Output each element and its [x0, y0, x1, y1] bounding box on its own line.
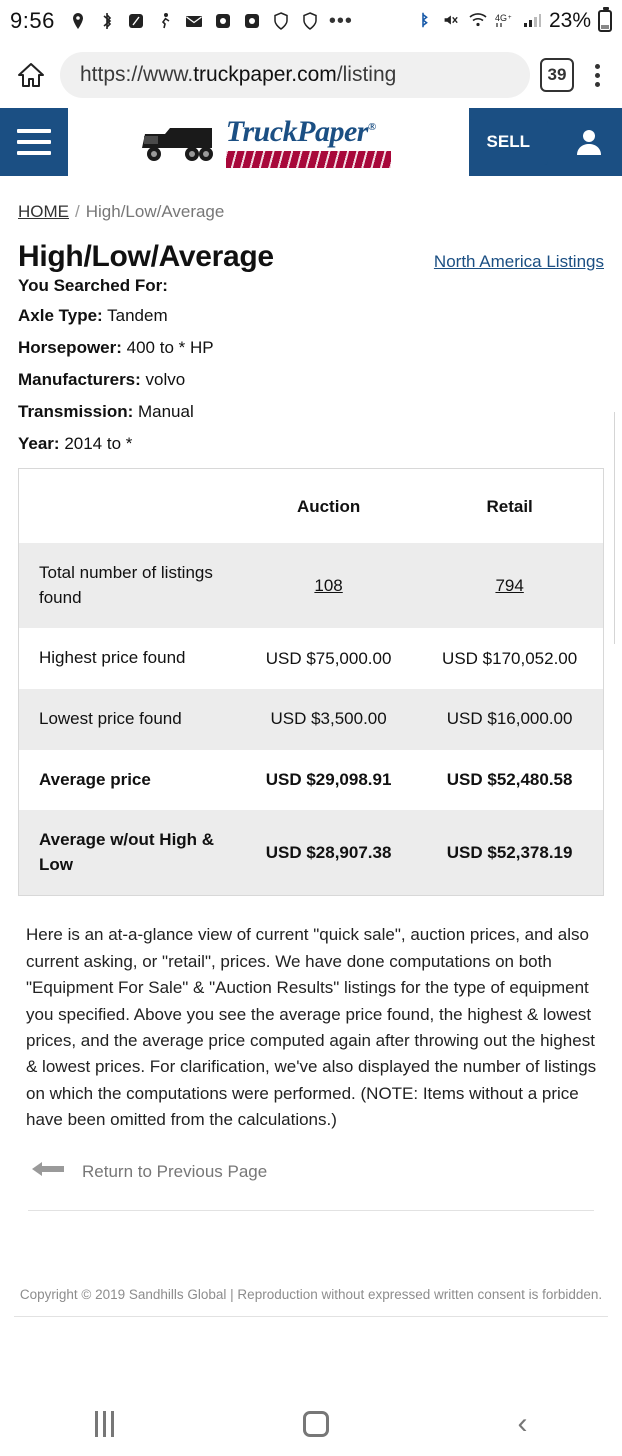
criteria-label: Year:	[18, 434, 60, 453]
criteria-item-axle-type	[18, 306, 604, 326]
hamburger-icon[interactable]	[0, 108, 68, 176]
table-row	[19, 689, 603, 750]
table-header-auction: Auction	[296, 497, 361, 516]
logo-stripe	[226, 151, 391, 168]
criteria-value: Tandem	[102, 306, 168, 325]
url-prefix: https://www.	[80, 63, 194, 86]
cell-retail-total	[416, 543, 603, 628]
shield-icon	[271, 11, 291, 31]
android-navigation-bar	[0, 1392, 622, 1456]
wifi-icon	[468, 11, 488, 31]
title-row	[14, 240, 608, 274]
bluetooth-icon-right	[414, 11, 434, 31]
status-bar	[0, 0, 622, 42]
criteria-value: 400 to * HP	[121, 338, 214, 357]
criteria-item-horsepower	[18, 338, 604, 358]
breadcrumb	[14, 176, 608, 240]
svg-text:+: +	[507, 15, 512, 21]
overflow-dots-icon: •••	[328, 9, 353, 32]
mute-icon	[441, 11, 461, 31]
cell-retail-lowest: USD $16,000.00	[416, 689, 603, 750]
site-logo[interactable]	[68, 108, 469, 176]
criteria-value: 2014 to *	[59, 434, 133, 453]
scrollbar[interactable]	[614, 412, 622, 644]
status-time: 9:56	[10, 8, 55, 33]
footer-divider	[14, 1316, 608, 1317]
auction-count-link[interactable]: 108	[314, 575, 343, 595]
home-icon[interactable]	[12, 56, 50, 94]
account-icon[interactable]	[556, 108, 622, 176]
cell-auction-average: USD $29,098.91	[265, 769, 392, 789]
return-label: Return to Previous Page	[82, 1161, 268, 1181]
tab-counter-button[interactable]: 39	[540, 58, 574, 92]
return-to-previous-page-link[interactable]	[14, 1133, 608, 1184]
criteria-item-year	[18, 434, 604, 454]
shield-icon-2	[300, 11, 320, 31]
sell-button[interactable]: SELL	[469, 119, 548, 165]
status-right-group	[414, 9, 612, 33]
back-nav-icon[interactable]: ‹	[517, 1407, 528, 1440]
table-row	[19, 543, 603, 628]
browser-toolbar	[0, 42, 622, 108]
cell-auction-lowest: USD $3,500.00	[241, 689, 416, 750]
breadcrumb-current: High/Low/Average	[85, 202, 225, 221]
table-header-blank	[19, 469, 241, 543]
recent-apps-icon[interactable]	[95, 1411, 114, 1437]
searched-for-label: You Searched For:	[18, 276, 168, 295]
url-text	[80, 63, 396, 87]
row-label-average-without-high-low: Average w/out High & Low	[19, 810, 241, 895]
breadcrumb-separator: /	[75, 202, 80, 221]
svg-text:4G: 4G	[494, 13, 507, 23]
battery-icon	[598, 10, 612, 32]
signal-icon	[522, 11, 542, 31]
explanatory-text: Here is an at-a-glance view of current "quick sale", auction prices, and also current asking, or "retail", prices. We have done computations on both "Equipment For Sale" & "Auction Results" listings for the type of equipment you specified. Above you see the average price found, the highest & lowest prices, and the average price computed again after throwing out the highest & lowest prices. For clarification, we've also displayed the number of listings on which the computations were performed. (NOTE: Items without a price have been omitted from the calculations.)	[26, 925, 597, 1129]
person-run-icon	[155, 11, 175, 31]
north-america-listings-link[interactable]: North America Listings	[433, 252, 604, 271]
mail-icon	[184, 11, 204, 31]
table-row	[19, 628, 603, 689]
home-nav-icon[interactable]	[303, 1411, 329, 1437]
content-area	[0, 176, 622, 1317]
criteria-label: Horsepower:	[18, 338, 122, 357]
page-body	[0, 176, 622, 1456]
cell-retail-average-trimmed: USD $52,378.19	[416, 810, 603, 895]
criteria-item-manufacturers	[18, 370, 604, 390]
site-header	[0, 108, 622, 176]
url-host: truckpaper.com	[193, 63, 337, 86]
table-row	[19, 750, 603, 811]
kebab-menu-icon[interactable]	[584, 64, 610, 87]
url-path: /listing	[336, 63, 397, 86]
table-header-retail: Retail	[486, 497, 533, 516]
table-header-row	[19, 469, 603, 543]
results-table-card	[18, 468, 604, 896]
page-title: High/Low/Average	[18, 240, 274, 273]
cell-retail-average: USD $52,480.58	[446, 769, 573, 789]
criteria-label: Axle Type:	[18, 306, 103, 325]
criteria-label: Transmission:	[18, 402, 134, 421]
location-icon	[68, 11, 88, 31]
cell-retail-highest: USD $170,052.00	[442, 648, 578, 668]
lte-icon	[495, 11, 515, 31]
copyright-text: Copyright © 2019 Sandhills Global | Reproduction without expressed written consent is forbidden.	[19, 1287, 603, 1303]
criteria-item-transmission	[18, 402, 604, 422]
logo-wordmark: TruckPaper®	[225, 114, 376, 148]
row-label-average-price: Average price	[39, 769, 151, 789]
truck-icon	[130, 114, 222, 171]
criteria-value: volvo	[140, 370, 186, 389]
row-label-total-listings: Total number of listings found	[19, 543, 241, 628]
row-label-highest-price: Highest price found	[39, 648, 186, 668]
criteria-value: Manual	[133, 402, 194, 421]
url-bar[interactable]	[60, 52, 530, 98]
cell-auction-total	[241, 543, 416, 628]
bluetooth-icon	[97, 11, 117, 31]
cell-auction-average-trimmed: USD $28,907.38	[241, 810, 416, 895]
logo-registered-mark: ®	[367, 120, 376, 133]
table-row	[19, 810, 603, 895]
back-arrow-icon	[30, 1159, 66, 1184]
search-criteria-list	[14, 306, 608, 454]
cell-auction-highest: USD $75,000.00	[265, 648, 392, 668]
battery-percent: 23%	[548, 9, 591, 32]
criteria-label: Manufacturers:	[18, 370, 141, 389]
photo-icon-2	[242, 11, 262, 31]
row-label-lowest-price: Lowest price found	[19, 689, 241, 750]
location-alert-icon	[126, 11, 146, 31]
photo-icon	[213, 11, 233, 31]
retail-count-link[interactable]: 794	[495, 575, 524, 595]
breadcrumb-home-link[interactable]: HOME	[18, 202, 69, 221]
high-low-average-table	[19, 469, 603, 895]
